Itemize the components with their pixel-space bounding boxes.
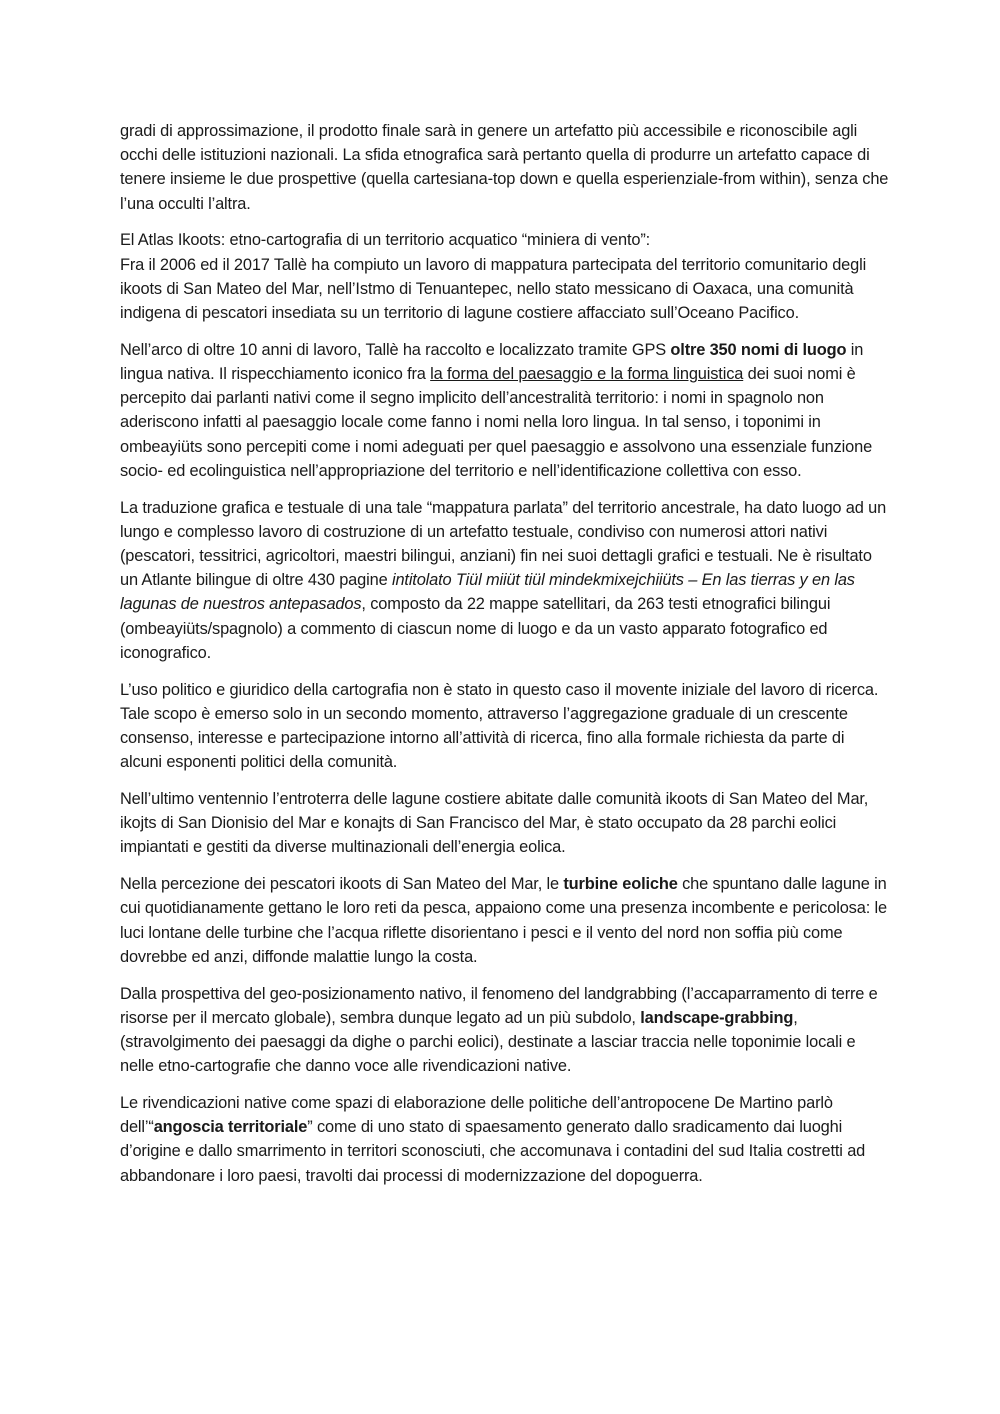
text-run: Nell’arco di oltre 10 anni di lavoro, Tallè ha raccolto e localizzato tramite GPS <box>120 340 671 359</box>
bold-place-names-count: oltre 350 nomi di luogo <box>670 340 847 359</box>
italic-atlas-title: intitolato Tiül miiüt tiül mindekmixejchiiüts – En las tierras y en las lagunas de nuestros antepasados <box>120 571 855 614</box>
paragraph-political-use: L’uso politico e giuridico della cartografia non è stato in questo caso il movente iniziale del lavoro di ricerca. Tale scopo è emerso solo in un secondo momento, attraverso l’aggregazione graduale di un crescente consenso, interesse e partecipazione intorno all’attività di ricerca, fino alla formale richiesta da parte di alcuni esponenti politici della comunità. <box>120 680 879 772</box>
paragraph-landscape-grabbing <box>120 982 890 1079</box>
text-run: La traduzione grafica e testuale di una tale “mappatura parlata” del territorio ancestrale, ha dato luogo ad un lungo e complesso lavoro di costruzione di un artefatto testuale, condiviso con numerosi attori nativi (pescatori, tessitrici, agricoltori, maestri bilingui, anziani) fin nei suoi dettagli grafici e testuali. Ne è risultato un Atlante bilingue di oltre 430 pagine <box>120 498 887 590</box>
paragraph-wind-turbines <box>120 872 890 969</box>
paragraph-territorial-anguish <box>120 1091 890 1188</box>
bold-territorial-anguish: angoscia territoriale <box>153 1118 308 1137</box>
document-page <box>120 119 890 1200</box>
text-run: ” come di uno stato di spaesamento generato dallo sradicamento dai luoghi d’origine e dallo smarrimento in territori sconosciuti, che accomunava i contadini del sud Italia costretti ad abbandonare i loro paesi, travolti dai processi di modernizzazione del dopoguerra. <box>120 1118 866 1185</box>
text-run: , (stravolgimento dei paesaggi da dighe o parchi eolici), destinate a lasciar traccia nelle toponimie locali e nelle etno-cartografie che danno voce alle rivendicazioni native. <box>120 1008 856 1076</box>
paragraph-approximation: gradi di approssimazione, il prodotto finale sarà in genere un artefatto più accessibile e riconoscibile agli occhi delle istituzioni nazionali. La sfida etnografica sarà pertanto quella di produrre un artefatto capace di tenere insieme le due prospettive (quella cartesiana-top down e quella esperienziale-from within), senza che l’una occulti l’altra. <box>120 122 889 213</box>
text-run: in lingua nativa. Il rispecchiamento iconico fra <box>120 340 864 384</box>
paragraph-mapping-project: Fra il 2006 ed il 2017 Tallè ha compiuto un lavoro di mappatura partecipata del territorio comunitario degli ikoots di San Mateo del Mar, nell’Istmo di Tenuantepec, nello stato messicano di Oaxaca, una comunità indigena di pescatori insediata su un territorio di lagune costiere affacciato sull’Oceano Pacifico. <box>120 255 867 323</box>
text-run: che spuntano dalle lagune in cui quotidianamente gettano le loro reti da pesca, appaiono come una presenza incombente e pericolosa: le luci lontane delle turbine che l’acqua riflette disorientano i pesci e il vento del nord non soffia più come dovrebbe ed anzi, diffonde malattie lungo la costa. <box>120 875 887 966</box>
paragraph-atlas <box>120 496 890 665</box>
bold-landscape-grabbing: landscape-grabbing <box>640 1008 794 1027</box>
underlined-landscape-form: la forma del paesaggio e la forma linguistica <box>430 365 744 384</box>
text-run: , composto da 22 mappe satellitari, da 263 testi etnografici bilingui (ombeayiüts/spagnolo) a commento di ciascun nome di luogo e da un vasto apparato fotografico ed iconografico. <box>120 595 831 662</box>
text-run: Le rivendicazioni native come spazi di elaborazione delle politiche dell’antropocene De Martino parlò dell’“ <box>120 1094 833 1137</box>
paragraph-wind-parks: Nell’ultimo ventennio l’entroterra delle lagune costiere abitate dalle comunità ikoots di San Mateo del Mar, ikojts di San Dionisio del Mar e konajts di San Francisco del Mar, è stato occupato da 28 parchi eolici impiantati e gestiti da diverse multinazionali dell’energia eolica. <box>120 790 869 857</box>
bold-wind-turbines: turbine eoliche <box>563 875 678 894</box>
section-heading: El Atlas Ikoots: etno-cartografia di un territorio acquatico “miniera di vento”: <box>120 231 651 250</box>
text-run: Dalla prospettiva del geo-posizionamento nativo, il fenomeno del landgrabbing (l’accaparramento di terre e risorse per il mercato globale), sembra dunque legato ad un più subdolo, <box>120 984 878 1027</box>
paragraph-place-names <box>120 338 890 483</box>
text-run: dei suoi nomi è percepito dai parlanti nativi come il segno implicito dell’ancestralità territorio: i nomi in spagnolo non aderiscono infatti al paesaggio locale come fanno i nomi nella loro lingua. In tal senso, i toponimi in ombeayiüts sono percepiti come i nomi adeguati per quel paesaggio e assolvono una essenziale funzione socio- ed ecolinguistica nell’appropriazione del territorio e nell’identificazione collettiva con esso. <box>120 365 873 480</box>
text-run: Nella percezione dei pescatori ikoots di San Mateo del Mar, le <box>120 875 564 894</box>
